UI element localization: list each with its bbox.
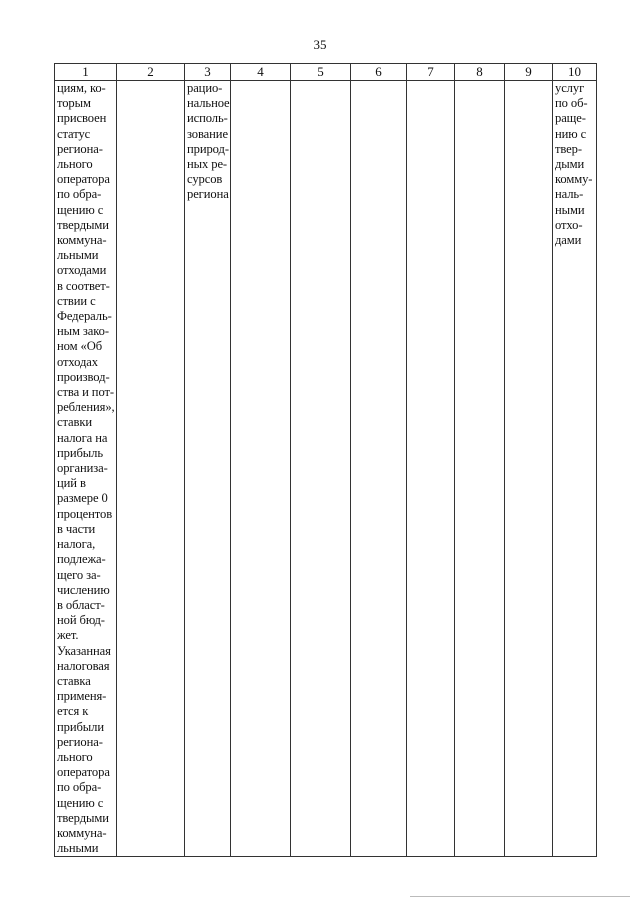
cell-text-col3: рацио- нальное исполь- зование природ- ных ре- сурсов региона bbox=[187, 81, 230, 202]
column-header-9: 9 bbox=[505, 64, 553, 81]
table-cell-col8 bbox=[455, 81, 505, 857]
table-cell-col10 bbox=[553, 81, 597, 857]
table-cell-col9 bbox=[505, 81, 553, 857]
table-header-row bbox=[55, 64, 597, 81]
column-header-5: 5 bbox=[291, 64, 351, 81]
column-header-10: 10 bbox=[553, 64, 597, 81]
table-cell-col1 bbox=[55, 81, 117, 857]
data-table bbox=[54, 63, 597, 857]
table-cell-col6 bbox=[351, 81, 407, 857]
table-cell-col7 bbox=[407, 81, 455, 857]
table-row bbox=[55, 81, 597, 857]
table-cell-col5 bbox=[291, 81, 351, 857]
column-header-1: 1 bbox=[55, 64, 117, 81]
column-header-3: 3 bbox=[185, 64, 231, 81]
column-header-6: 6 bbox=[351, 64, 407, 81]
cell-text-col10: услуг по об- раще- нию с твер- дыми комму- наль- ными отхо- дами bbox=[555, 81, 593, 248]
column-header-4: 4 bbox=[231, 64, 291, 81]
cell-text-col1: циям, ко- торым присвоен статус региона- льного оператора по обра- щению с твердыми коммуна- льными отходами в соответ- ствии с Федераль- ным зако- ном «Об отходах производ- ства и пот- ребления», ставки налога на прибыль организа- ций в размере 0 процентов в части налога, подлежа- щего за- числению в област- ной бюд- жет. Указанная налоговая ставка применя- ется к прибыли региона- льного оператора по обра- щению с твердыми коммуна- льными bbox=[57, 81, 115, 856]
column-header-2: 2 bbox=[117, 64, 185, 81]
footer-rule bbox=[410, 896, 630, 897]
table-cell-col2 bbox=[117, 81, 185, 857]
page-number: 35 bbox=[313, 37, 327, 52]
table-cell-col4 bbox=[231, 81, 291, 857]
column-header-7: 7 bbox=[407, 64, 455, 81]
column-header-8: 8 bbox=[455, 64, 505, 81]
table-cell-col3 bbox=[185, 81, 231, 857]
